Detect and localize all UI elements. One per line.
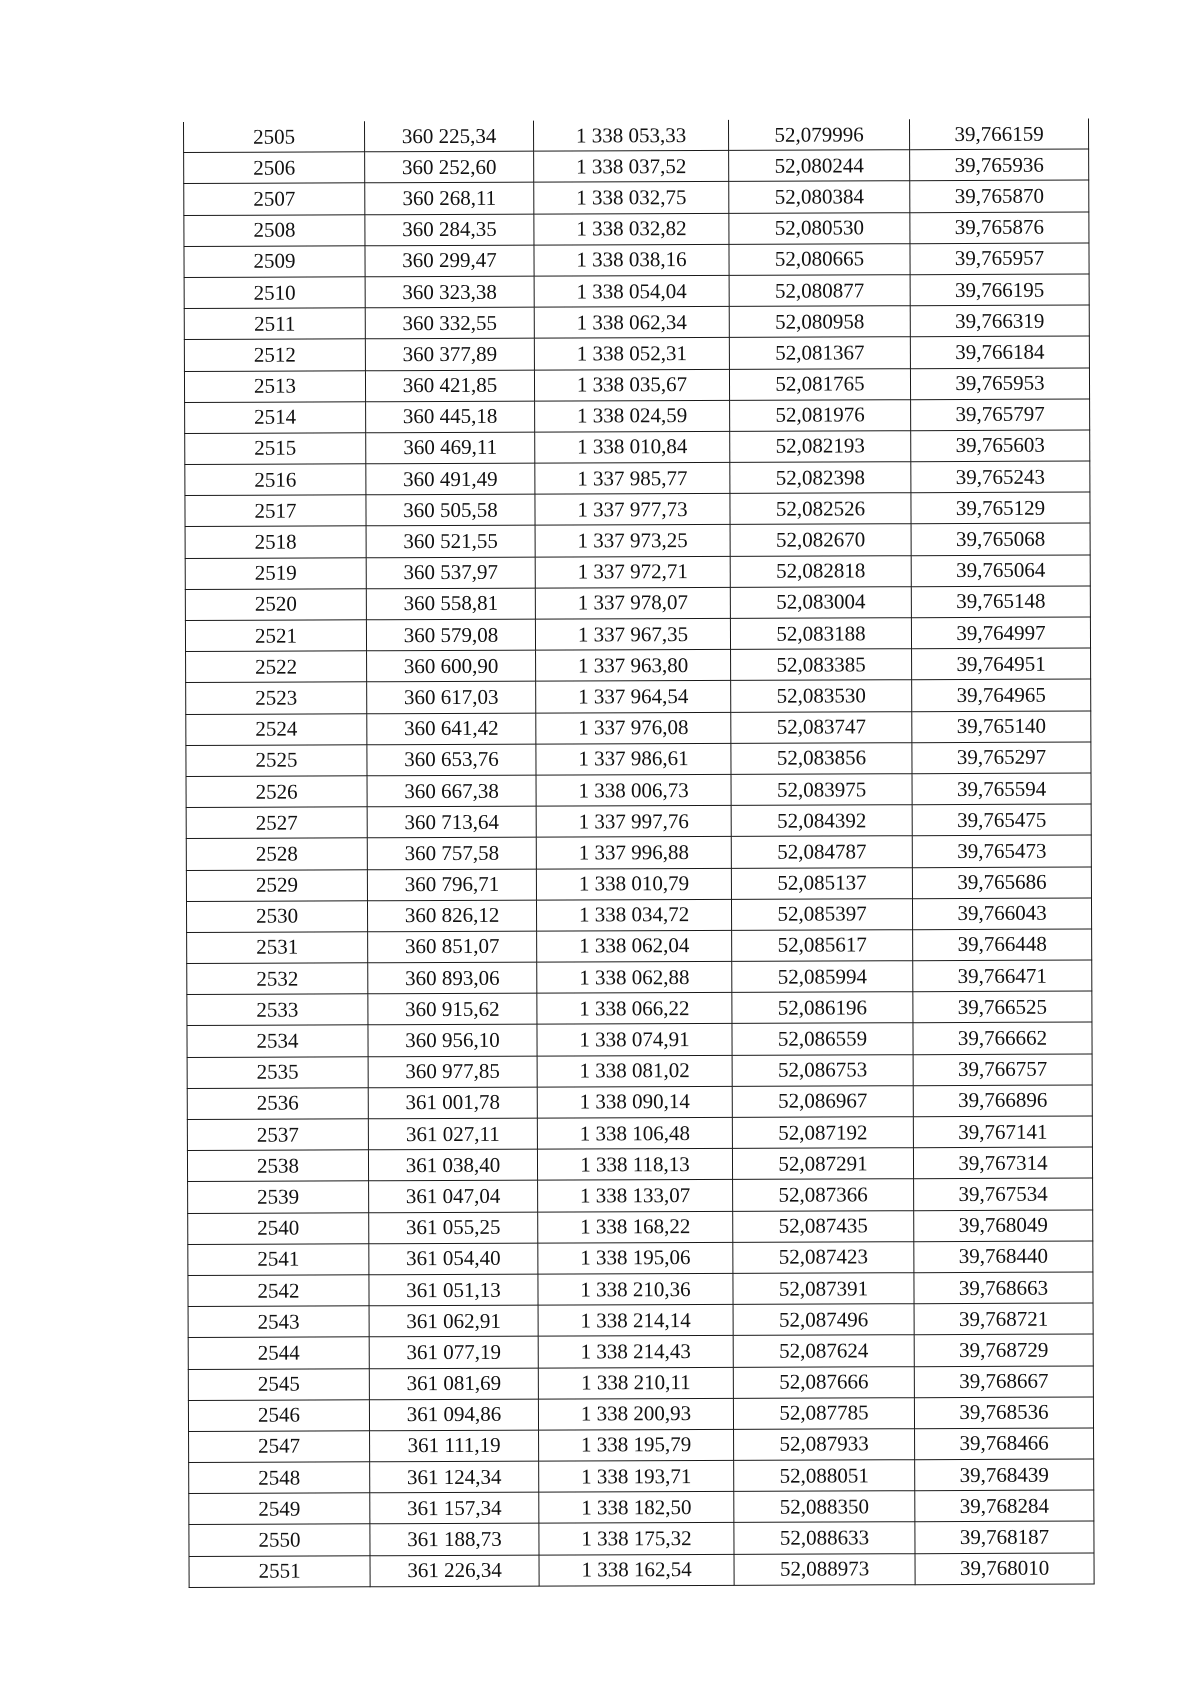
x-coordinate-cell: 361 047,04 (369, 1181, 538, 1213)
longitude-cell: 39,765148 (911, 586, 1090, 618)
x-coordinate-cell: 360 977,85 (368, 1056, 537, 1088)
x-coordinate-cell: 360 851,07 (368, 931, 537, 963)
longitude-cell: 39,764951 (912, 648, 1091, 680)
y-coordinate-cell: 1 338 106,48 (537, 1117, 732, 1149)
latitude-cell: 52,087785 (733, 1397, 914, 1429)
point-number-cell: 2532 (187, 963, 368, 995)
latitude-cell: 52,083975 (731, 774, 912, 806)
coordinates-table-body (184, 119, 1095, 1588)
table-row (188, 1397, 1093, 1432)
table-row (186, 742, 1091, 777)
longitude-cell: 39,765686 (912, 867, 1091, 899)
point-number-cell: 2526 (186, 776, 367, 808)
x-coordinate-cell: 360 268,11 (365, 183, 534, 215)
x-coordinate-cell: 360 757,58 (367, 837, 536, 869)
x-coordinate-cell: 360 284,35 (365, 214, 534, 246)
longitude-cell: 39,768284 (915, 1490, 1094, 1522)
x-coordinate-cell: 360 323,38 (365, 276, 534, 308)
point-number-cell: 2530 (186, 900, 367, 932)
y-coordinate-cell: 1 338 133,07 (538, 1180, 733, 1212)
latitude-cell: 52,081976 (730, 399, 911, 431)
longitude-cell: 39,765594 (912, 773, 1091, 805)
point-number-cell: 2549 (189, 1493, 370, 1525)
table-row (187, 1054, 1092, 1089)
point-number-cell: 2513 (184, 370, 365, 402)
y-coordinate-cell: 1 338 182,50 (539, 1492, 734, 1524)
table-row (185, 555, 1090, 590)
longitude-cell: 39,766471 (913, 960, 1092, 992)
x-coordinate-cell: 360 653,76 (367, 744, 536, 776)
point-number-cell: 2550 (189, 1524, 370, 1556)
point-number-cell: 2510 (184, 277, 365, 309)
latitude-cell: 52,087435 (733, 1210, 914, 1242)
longitude-cell: 39,765876 (910, 212, 1089, 244)
longitude-cell: 39,766896 (913, 1085, 1092, 1117)
x-coordinate-cell: 360 826,12 (367, 900, 536, 932)
latitude-cell: 52,087291 (732, 1148, 913, 1180)
y-coordinate-cell: 1 337 976,08 (536, 712, 731, 744)
x-coordinate-cell: 360 505,58 (366, 494, 535, 526)
latitude-cell: 52,080530 (729, 212, 910, 244)
latitude-cell: 52,086559 (732, 1023, 913, 1055)
latitude-cell: 52,080244 (729, 150, 910, 182)
longitude-cell: 39,765129 (911, 492, 1090, 524)
point-number-cell: 2537 (187, 1119, 368, 1151)
table-row (188, 1303, 1093, 1338)
x-coordinate-cell: 360 421,85 (365, 370, 534, 402)
longitude-cell: 39,765957 (910, 243, 1089, 275)
longitude-cell: 39,768721 (914, 1303, 1093, 1335)
table-row (184, 243, 1089, 278)
point-number-cell: 2546 (188, 1399, 369, 1431)
y-coordinate-cell: 1 338 200,93 (538, 1398, 733, 1430)
table-row (188, 1178, 1093, 1213)
x-coordinate-cell: 360 558,81 (366, 588, 535, 620)
table-row (185, 492, 1090, 527)
y-coordinate-cell: 1 338 024,59 (535, 400, 730, 432)
y-coordinate-cell: 1 338 006,73 (536, 774, 731, 806)
x-coordinate-cell: 361 001,78 (368, 1087, 537, 1119)
point-number-cell: 2545 (188, 1368, 369, 1400)
y-coordinate-cell: 1 338 214,14 (538, 1305, 733, 1337)
point-number-cell: 2529 (186, 869, 367, 901)
latitude-cell: 52,081765 (729, 368, 910, 400)
table-row (184, 149, 1089, 184)
y-coordinate-cell: 1 337 972,71 (535, 556, 730, 588)
point-number-cell: 2520 (185, 589, 366, 621)
point-number-cell: 2518 (185, 526, 366, 558)
longitude-cell: 39,765068 (911, 523, 1090, 555)
point-number-cell: 2541 (188, 1244, 369, 1276)
y-coordinate-cell: 1 338 090,14 (537, 1086, 732, 1118)
latitude-cell: 52,083188 (730, 618, 911, 650)
latitude-cell: 52,086967 (732, 1086, 913, 1118)
y-coordinate-cell: 1 337 967,35 (535, 618, 730, 650)
latitude-cell: 52,088633 (734, 1522, 915, 1554)
y-coordinate-cell: 1 337 963,80 (536, 650, 731, 682)
table-row (186, 835, 1091, 870)
x-coordinate-cell: 360 600,90 (367, 650, 536, 682)
longitude-cell: 39,765297 (912, 742, 1091, 774)
x-coordinate-cell: 360 252,60 (365, 151, 534, 183)
table-row (184, 336, 1089, 371)
y-coordinate-cell: 1 337 978,07 (535, 587, 730, 619)
latitude-cell: 52,087496 (733, 1304, 914, 1336)
longitude-cell: 39,765473 (912, 835, 1091, 867)
longitude-cell: 39,768667 (914, 1366, 1093, 1398)
point-number-cell: 2505 (184, 121, 365, 152)
y-coordinate-cell: 1 338 175,32 (539, 1523, 734, 1555)
y-coordinate-cell: 1 338 062,04 (537, 930, 732, 962)
point-number-cell: 2539 (188, 1181, 369, 1213)
y-coordinate-cell: 1 337 997,76 (536, 806, 731, 838)
y-coordinate-cell: 1 338 010,84 (535, 431, 730, 463)
x-coordinate-cell: 361 027,11 (368, 1118, 537, 1150)
table-row (189, 1553, 1094, 1588)
longitude-cell: 39,765140 (912, 711, 1091, 743)
x-coordinate-cell: 361 055,25 (369, 1212, 538, 1244)
table-row (184, 305, 1089, 340)
table-row (188, 1241, 1093, 1276)
y-coordinate-cell: 1 338 054,04 (534, 275, 729, 307)
table-row (189, 1428, 1094, 1463)
point-number-cell: 2551 (189, 1555, 370, 1587)
x-coordinate-cell: 360 332,55 (365, 307, 534, 339)
table-row (186, 679, 1091, 714)
point-number-cell: 2508 (184, 214, 365, 246)
point-number-cell: 2516 (185, 464, 366, 496)
point-number-cell: 2527 (186, 807, 367, 839)
point-number-cell: 2540 (188, 1212, 369, 1244)
x-coordinate-cell: 361 157,34 (370, 1492, 539, 1524)
longitude-cell: 39,765870 (910, 180, 1089, 212)
y-coordinate-cell: 1 338 034,72 (536, 899, 731, 931)
x-coordinate-cell: 360 915,62 (368, 993, 537, 1025)
longitude-cell: 39,768663 (914, 1272, 1093, 1304)
y-coordinate-cell: 1 338 210,11 (538, 1367, 733, 1399)
longitude-cell: 39,768440 (914, 1241, 1093, 1273)
y-coordinate-cell: 1 337 964,54 (536, 681, 731, 713)
table-row (186, 711, 1091, 746)
table-row (185, 430, 1090, 465)
latitude-cell: 52,085397 (731, 898, 912, 930)
latitude-cell: 52,080958 (729, 306, 910, 338)
point-number-cell: 2533 (187, 994, 368, 1026)
latitude-cell: 52,080665 (729, 243, 910, 275)
table-row (187, 1147, 1092, 1182)
latitude-cell: 52,080877 (729, 275, 910, 307)
latitude-cell: 52,082526 (730, 493, 911, 525)
latitude-cell: 52,080384 (729, 181, 910, 213)
x-coordinate-cell: 360 713,64 (367, 806, 536, 838)
latitude-cell: 52,087192 (732, 1117, 913, 1149)
longitude-cell: 39,768439 (915, 1459, 1094, 1491)
y-coordinate-cell: 1 338 210,36 (538, 1273, 733, 1305)
longitude-cell: 39,767314 (913, 1147, 1092, 1179)
table-row (187, 991, 1092, 1026)
table-row (186, 898, 1091, 933)
latitude-cell: 52,086196 (732, 992, 913, 1024)
point-number-cell: 2528 (186, 838, 367, 870)
table-row (184, 368, 1089, 403)
latitude-cell: 52,082818 (730, 555, 911, 587)
coordinates-table (183, 119, 1095, 1588)
x-coordinate-cell: 360 299,47 (365, 245, 534, 277)
y-coordinate-cell: 1 338 118,13 (537, 1149, 732, 1181)
x-coordinate-cell: 360 893,06 (368, 962, 537, 994)
x-coordinate-cell: 361 124,34 (370, 1461, 539, 1493)
y-coordinate-cell: 1 338 162,54 (539, 1554, 734, 1586)
y-coordinate-cell: 1 338 010,79 (536, 868, 731, 900)
x-coordinate-cell: 360 377,89 (365, 338, 534, 370)
point-number-cell: 2517 (185, 495, 366, 527)
latitude-cell: 52,085994 (732, 961, 913, 993)
point-number-cell: 2524 (186, 713, 367, 745)
coordinates-table-wrapper (183, 119, 1089, 1588)
latitude-cell: 52,087366 (733, 1179, 914, 1211)
latitude-cell: 52,083856 (731, 742, 912, 774)
y-coordinate-cell: 1 338 032,75 (534, 182, 729, 214)
longitude-cell: 39,765936 (910, 149, 1089, 181)
table-row (184, 212, 1089, 247)
longitude-cell: 39,766319 (910, 305, 1089, 337)
longitude-cell: 39,765475 (912, 804, 1091, 836)
table-row (189, 1459, 1094, 1494)
table-row (187, 1022, 1092, 1057)
x-coordinate-cell: 361 111,19 (370, 1430, 539, 1462)
latitude-cell: 52,087423 (733, 1241, 914, 1273)
point-number-cell: 2512 (184, 339, 365, 371)
table-row (184, 119, 1089, 153)
table-row (185, 523, 1090, 558)
latitude-cell: 52,085617 (732, 930, 913, 962)
y-coordinate-cell: 1 338 053,33 (533, 120, 728, 151)
latitude-cell: 52,083747 (731, 711, 912, 743)
longitude-cell: 39,765243 (911, 461, 1090, 493)
table-row (188, 1210, 1093, 1245)
y-coordinate-cell: 1 338 195,06 (538, 1242, 733, 1274)
y-coordinate-cell: 1 337 996,88 (536, 837, 731, 869)
latitude-cell: 52,083004 (730, 587, 911, 619)
longitude-cell: 39,765064 (911, 555, 1090, 587)
x-coordinate-cell: 360 667,38 (367, 775, 536, 807)
x-coordinate-cell: 361 051,13 (369, 1274, 538, 1306)
x-coordinate-cell: 360 617,03 (367, 682, 536, 714)
x-coordinate-cell: 361 226,34 (370, 1555, 539, 1587)
table-row (188, 1334, 1093, 1369)
longitude-cell: 39,768187 (915, 1521, 1094, 1553)
y-coordinate-cell: 1 338 168,22 (538, 1211, 733, 1243)
x-coordinate-cell: 361 062,91 (369, 1305, 538, 1337)
point-number-cell: 2542 (188, 1275, 369, 1307)
y-coordinate-cell: 1 338 052,31 (534, 338, 729, 370)
latitude-cell: 52,083385 (731, 649, 912, 681)
point-number-cell: 2522 (186, 651, 367, 683)
longitude-cell: 39,767141 (913, 1116, 1092, 1148)
x-coordinate-cell: 361 081,69 (369, 1368, 538, 1400)
point-number-cell: 2538 (187, 1150, 368, 1182)
longitude-cell: 39,765953 (910, 368, 1089, 400)
latitude-cell: 52,087624 (733, 1335, 914, 1367)
y-coordinate-cell: 1 337 973,25 (535, 525, 730, 557)
longitude-cell: 39,768049 (914, 1210, 1093, 1242)
x-coordinate-cell: 360 796,71 (367, 869, 536, 901)
longitude-cell: 39,766159 (909, 119, 1088, 150)
y-coordinate-cell: 1 338 037,52 (534, 151, 729, 183)
latitude-cell: 52,088973 (734, 1553, 915, 1585)
point-number-cell: 2547 (189, 1431, 370, 1463)
table-row (186, 648, 1091, 683)
table-row (186, 773, 1091, 808)
longitude-cell: 39,766184 (910, 336, 1089, 368)
longitude-cell: 39,765797 (911, 399, 1090, 431)
x-coordinate-cell: 360 491,49 (366, 463, 535, 495)
table-row (185, 461, 1090, 496)
latitude-cell: 52,087666 (733, 1366, 914, 1398)
point-number-cell: 2519 (185, 557, 366, 589)
point-number-cell: 2548 (189, 1462, 370, 1494)
latitude-cell: 52,083530 (731, 680, 912, 712)
y-coordinate-cell: 1 338 193,71 (539, 1460, 734, 1492)
point-number-cell: 2531 (187, 932, 368, 964)
x-coordinate-cell: 361 038,40 (368, 1149, 537, 1181)
table-row (187, 960, 1092, 995)
latitude-cell: 52,084787 (731, 836, 912, 868)
longitude-cell: 39,766525 (913, 991, 1092, 1023)
x-coordinate-cell: 360 469,11 (366, 432, 535, 464)
x-coordinate-cell: 360 445,18 (366, 401, 535, 433)
point-number-cell: 2506 (184, 152, 365, 184)
point-number-cell: 2509 (184, 246, 365, 278)
y-coordinate-cell: 1 337 985,77 (535, 462, 730, 494)
x-coordinate-cell: 361 054,40 (369, 1243, 538, 1275)
longitude-cell: 39,764965 (912, 679, 1091, 711)
longitude-cell: 39,768010 (915, 1553, 1094, 1585)
longitude-cell: 39,767534 (914, 1178, 1093, 1210)
x-coordinate-cell: 360 537,97 (366, 557, 535, 589)
table-row (187, 1116, 1092, 1151)
longitude-cell: 39,768466 (915, 1428, 1094, 1460)
point-number-cell: 2514 (185, 401, 366, 433)
y-coordinate-cell: 1 338 032,82 (534, 213, 729, 245)
longitude-cell: 39,766662 (913, 1022, 1092, 1054)
table-row (187, 1085, 1092, 1120)
table-row (188, 1366, 1093, 1401)
y-coordinate-cell: 1 338 195,79 (539, 1429, 734, 1461)
y-coordinate-cell: 1 338 062,34 (534, 307, 729, 339)
point-number-cell: 2535 (187, 1056, 368, 1088)
table-row (188, 1272, 1093, 1307)
latitude-cell: 52,082193 (730, 431, 911, 463)
table-row (185, 399, 1090, 434)
table-row (186, 804, 1091, 839)
latitude-cell: 52,082398 (730, 462, 911, 494)
latitude-cell: 52,087933 (734, 1429, 915, 1461)
x-coordinate-cell: 360 521,55 (366, 526, 535, 558)
y-coordinate-cell: 1 338 062,88 (537, 961, 732, 993)
point-number-cell: 2525 (186, 745, 367, 777)
point-number-cell: 2511 (184, 308, 365, 340)
y-coordinate-cell: 1 337 977,73 (535, 494, 730, 526)
point-number-cell: 2515 (185, 433, 366, 465)
longitude-cell: 39,766043 (912, 898, 1091, 930)
latitude-cell: 52,087391 (733, 1273, 914, 1305)
longitude-cell: 39,766448 (913, 929, 1092, 961)
x-coordinate-cell: 360 956,10 (368, 1025, 537, 1057)
latitude-cell: 52,086753 (732, 1054, 913, 1086)
latitude-cell: 52,084392 (731, 805, 912, 837)
table-row (189, 1521, 1094, 1556)
x-coordinate-cell: 360 579,08 (366, 619, 535, 651)
point-number-cell: 2544 (188, 1337, 369, 1369)
latitude-cell: 52,085137 (731, 867, 912, 899)
point-number-cell: 2534 (187, 1025, 368, 1057)
table-row (186, 867, 1091, 902)
y-coordinate-cell: 1 338 081,02 (537, 1055, 732, 1087)
longitude-cell: 39,768729 (914, 1334, 1093, 1366)
table-row (184, 274, 1089, 309)
longitude-cell: 39,766757 (913, 1054, 1092, 1086)
longitude-cell: 39,765603 (911, 430, 1090, 462)
point-number-cell: 2536 (187, 1088, 368, 1120)
longitude-cell: 39,766195 (910, 274, 1089, 306)
latitude-cell: 52,079996 (728, 119, 909, 150)
table-row (185, 617, 1090, 652)
point-number-cell: 2521 (185, 620, 366, 652)
point-number-cell: 2523 (186, 682, 367, 714)
y-coordinate-cell: 1 338 074,91 (537, 1024, 732, 1056)
y-coordinate-cell: 1 338 035,67 (534, 369, 729, 401)
x-coordinate-cell: 360 225,34 (364, 121, 533, 152)
longitude-cell: 39,764997 (911, 617, 1090, 649)
y-coordinate-cell: 1 338 214,43 (538, 1336, 733, 1368)
latitude-cell: 52,082670 (730, 524, 911, 556)
y-coordinate-cell: 1 338 038,16 (534, 244, 729, 276)
x-coordinate-cell: 361 077,19 (369, 1336, 538, 1368)
point-number-cell: 2507 (184, 183, 365, 215)
x-coordinate-cell: 361 188,73 (370, 1524, 539, 1556)
longitude-cell: 39,768536 (914, 1397, 1093, 1429)
y-coordinate-cell: 1 337 986,61 (536, 743, 731, 775)
table-row (189, 1490, 1094, 1525)
x-coordinate-cell: 360 641,42 (367, 713, 536, 745)
latitude-cell: 52,088350 (734, 1491, 915, 1523)
x-coordinate-cell: 361 094,86 (369, 1399, 538, 1431)
latitude-cell: 52,088051 (734, 1460, 915, 1492)
point-number-cell: 2543 (188, 1306, 369, 1338)
table-row (184, 180, 1089, 215)
table-row (187, 929, 1092, 964)
table-row (185, 586, 1090, 621)
latitude-cell: 52,081367 (729, 337, 910, 369)
y-coordinate-cell: 1 338 066,22 (537, 993, 732, 1025)
